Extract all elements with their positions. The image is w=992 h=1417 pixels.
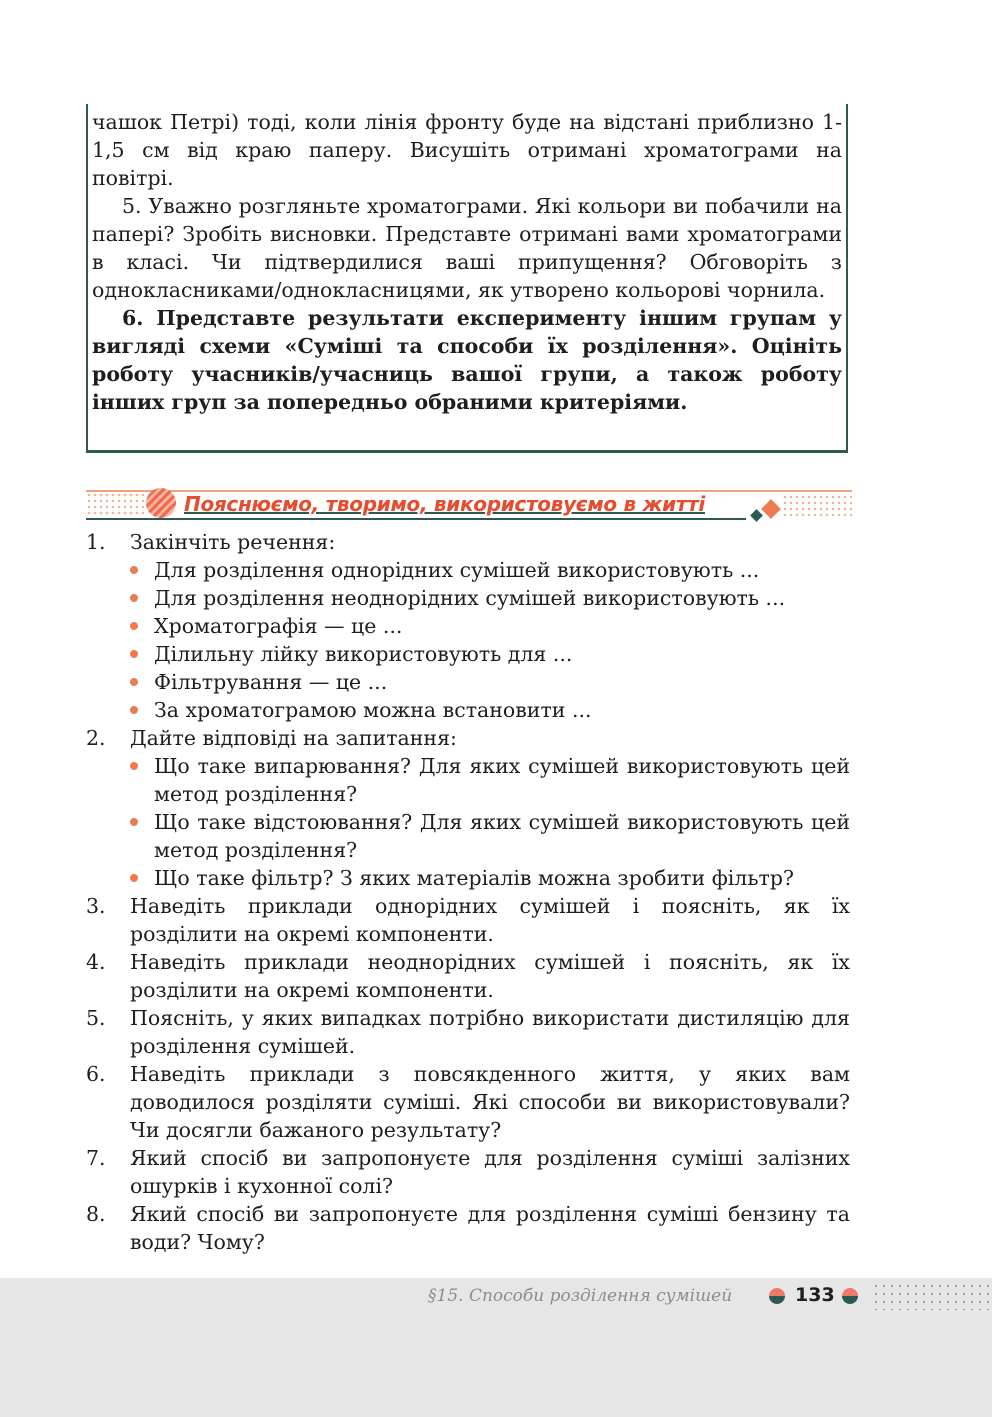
question-text: Наведіть приклади неоднорідних сумішей і поясніть, як їх розділити на окремі компоненти.	[130, 950, 850, 1002]
bullet-item	[130, 752, 850, 808]
diamond-icon	[761, 499, 781, 519]
bullet-item	[130, 612, 850, 640]
question-item	[86, 1200, 850, 1256]
question-item	[86, 528, 850, 724]
section-heading	[86, 486, 852, 526]
bullet-text: Для розділення однорідних сумішей використовують ...	[154, 558, 760, 582]
dots-decoration-icon	[782, 494, 852, 516]
question-number: 3.	[86, 894, 106, 918]
bullet-dot-icon	[130, 650, 138, 658]
question-number: 2.	[86, 726, 106, 750]
question-number: 4.	[86, 950, 106, 974]
bullet-item	[130, 668, 850, 696]
bullet-item	[130, 864, 850, 892]
bullet-dot-icon	[130, 566, 138, 574]
page-number: 133	[795, 1284, 835, 1306]
bullet-dot-icon	[130, 594, 138, 602]
bullet-text: Що таке відстоювання? Для яких сумішей використовують цей метод розділення?	[154, 810, 850, 862]
experiment-step-5: 5. Уважно розгляньте хроматограми. Які кольори ви побачили на папері? Зробіть висновки. Представте отримані вами хроматограми в класі. Чи підтвердилися ваші припущення? Обговоріть з однокласниками/однокласницями, як утворено кольорові чорнила.	[92, 194, 842, 302]
bullet-item	[130, 584, 850, 612]
bullet-text: За хроматограмою можна встановити ...	[154, 698, 592, 722]
bullet-text: Для розділення неоднорідних сумішей використовують ...	[154, 586, 786, 610]
question-item	[86, 724, 850, 892]
question-item	[86, 1144, 850, 1200]
bullet-text: Що таке випарювання? Для яких сумішей використовують цей метод розділення?	[154, 754, 850, 806]
bullet-text: Що таке фільтр? З яких матеріалів можна зробити фільтр?	[154, 866, 794, 890]
question-item	[86, 948, 850, 1004]
bullet-text: Ділильну лійку використовують для ...	[154, 642, 573, 666]
bullet-dot-icon	[130, 622, 138, 630]
bullet-dot-icon	[130, 706, 138, 714]
questions-list	[86, 528, 850, 1256]
question-item	[86, 892, 850, 948]
question-text: Який спосіб ви запропонуєте для розділення суміші залізних ошурків і кухонної солі?	[130, 1146, 850, 1198]
question-text: Наведіть приклади з повсякденного життя, у яких вам доводилося розділяти суміші. Які способи ви використовували? Чи досягли бажаного результату?	[130, 1062, 850, 1142]
experiment-text	[92, 108, 842, 416]
experiment-step-6: 6. Представте результати експерименту іншим групам у вигляді схеми «Суміші та способи їх розділення». Оцініть роботу учасників/учасниць вашої групи, а також роботу інших груп за попередньо обраними критеріями.	[92, 306, 842, 414]
question-number: 8.	[86, 1202, 106, 1226]
circle-decoration-icon	[842, 1288, 858, 1304]
question-number: 5.	[86, 1006, 106, 1030]
question-item	[86, 1004, 850, 1060]
heading-underline	[86, 518, 746, 520]
bullet-text: Хроматографія — це ...	[154, 614, 403, 638]
bullet-item	[130, 640, 850, 668]
bullet-dot-icon	[130, 874, 138, 882]
question-text: Який спосіб ви запропонуєте для розділення суміші бензину та води? Чому?	[130, 1202, 850, 1254]
diamond-icon	[750, 509, 763, 522]
bullet-dot-icon	[130, 762, 138, 770]
bullet-item	[130, 696, 850, 724]
question-item	[86, 1060, 850, 1144]
bullet-dot-icon	[130, 818, 138, 826]
bullet-item	[130, 808, 850, 864]
question-text: Закінчіть речення:	[130, 530, 336, 554]
bullet-dot-icon	[130, 678, 138, 686]
question-number: 7.	[86, 1146, 106, 1170]
experiment-paragraph-1: чашок Петрі) тоді, коли лінія фронту буде на відстані приблизно 1-1,5 см від краю паперу. Висушіть отримані хроматограми на повітрі.	[92, 110, 842, 190]
dots-decoration-icon	[86, 492, 148, 516]
striped-circle-icon	[146, 488, 176, 518]
question-number: 1.	[86, 530, 106, 554]
question-text: Поясніть, у яких випадках потрібно використати дистиляцію для розділення сумішей.	[130, 1006, 850, 1058]
bullet-text: Фільтрування — це ...	[154, 670, 388, 694]
bullet-item	[130, 556, 850, 584]
circle-decoration-icon	[769, 1288, 785, 1304]
question-number: 6.	[86, 1062, 106, 1086]
question-text: Наведіть приклади однорідних сумішей і поясніть, як їх розділити на окремі компоненти.	[130, 894, 850, 946]
section-title: Пояснюємо, творимо, використовуємо в житті	[180, 492, 709, 516]
chapter-title: §15. Способи розділення сумішей	[428, 1286, 733, 1306]
dots-decoration-icon	[872, 1282, 992, 1310]
question-text: Дайте відповіді на запитання:	[130, 726, 457, 750]
